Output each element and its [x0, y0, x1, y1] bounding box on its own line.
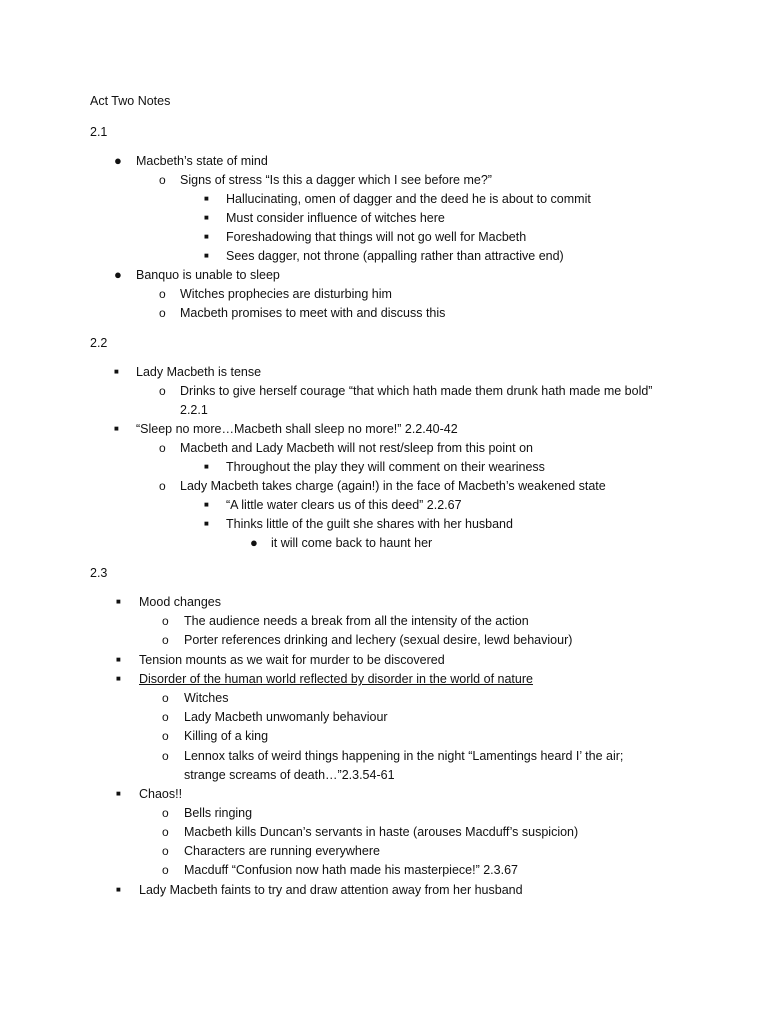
- list-item: Bells ringing: [184, 806, 253, 820]
- bullet-dot-icon: ●: [114, 267, 122, 282]
- bullet-square-icon: ■: [114, 367, 119, 376]
- bullet-square-icon: ■: [116, 789, 121, 798]
- list-item: Lady Macbeth faints to try and draw attention away from her husband: [139, 883, 523, 897]
- bullet-square-icon: ■: [116, 655, 121, 664]
- list-item: Killing of a king: [184, 729, 269, 743]
- bullet-circle-icon: o: [162, 825, 169, 839]
- list-item: Macduff “Confusion now hath made his masterpiece!” 2.3.67: [184, 863, 518, 877]
- page-title: Act Two Notes: [90, 94, 171, 108]
- bullet-circle-icon: o: [162, 710, 169, 724]
- bullet-circle-icon: o: [162, 691, 169, 705]
- bullet-circle-icon: o: [159, 441, 166, 455]
- list-item: Witches: [184, 691, 229, 705]
- list-item: The audience needs a break from all the intensity of the action: [184, 614, 529, 628]
- list-item: “Sleep no more…Macbeth shall sleep no more!” 2.2.40-42: [136, 422, 458, 436]
- bullet-dot-icon: ●: [114, 153, 122, 168]
- list-item: Hallucinating, omen of dagger and the deed he is about to commit: [226, 192, 591, 206]
- bullet-square-icon: ■: [204, 251, 209, 260]
- bullet-circle-icon: o: [162, 844, 169, 858]
- section-heading-2-2: 2.2: [90, 336, 108, 350]
- bullet-circle-icon: o: [159, 306, 166, 320]
- list-item: it will come back to haunt her: [271, 536, 433, 550]
- list-item: Lennox talks of weird things happening in the night “Lamentings heard I’ the air;: [184, 749, 624, 763]
- bullet-circle-icon: o: [162, 729, 169, 743]
- list-item: Chaos!!: [139, 787, 183, 801]
- bullet-circle-icon: o: [162, 749, 169, 763]
- bullet-circle-icon: o: [159, 384, 166, 398]
- bullet-circle-icon: o: [159, 479, 166, 493]
- list-item: Sees dagger, not throne (appalling rather than attractive end): [226, 249, 564, 263]
- bullet-square-icon: ■: [204, 500, 209, 509]
- list-item-continuation: strange screams of death…”2.3.54-61: [184, 768, 395, 782]
- list-item: Porter references drinking and lechery (sexual desire, lewd behaviour): [184, 633, 573, 647]
- list-item: Lady Macbeth is tense: [136, 365, 262, 379]
- list-item-continuation: 2.2.1: [180, 403, 208, 417]
- list-item: Foreshadowing that things will not go well for Macbeth: [226, 230, 527, 244]
- bullet-circle-icon: o: [159, 287, 166, 301]
- bullet-circle-icon: o: [162, 614, 169, 628]
- list-item: Tension mounts as we wait for murder to be discovered: [139, 653, 445, 667]
- bullet-square-icon: ■: [116, 597, 121, 606]
- list-item: Lady Macbeth takes charge (again!) in the face of Macbeth’s weakened state: [180, 479, 606, 493]
- bullet-dot-icon: ●: [250, 535, 258, 550]
- list-item: Macbeth promises to meet with and discuss this: [180, 306, 446, 320]
- list-item: Throughout the play they will comment on their weariness: [226, 460, 545, 474]
- list-item: Mood changes: [139, 595, 222, 609]
- list-item: Witches prophecies are disturbing him: [180, 287, 392, 301]
- list-item: Macbeth’s state of mind: [136, 154, 268, 168]
- bullet-square-icon: ■: [204, 462, 209, 471]
- bullet-square-icon: ■: [114, 424, 119, 433]
- list-item: Signs of stress “Is this a dagger which I see before me?”: [180, 173, 492, 187]
- list-item-underlined: Disorder of the human world reflected by disorder in the world of nature: [139, 672, 533, 686]
- bullet-square-icon: ■: [204, 519, 209, 528]
- section-heading-2-1: 2.1: [90, 125, 108, 139]
- list-item: Macbeth and Lady Macbeth will not rest/sleep from this point on: [180, 441, 533, 455]
- list-item: Must consider influence of witches here: [226, 211, 445, 225]
- list-item: Characters are running everywhere: [184, 844, 380, 858]
- list-item: Thinks little of the guilt she shares with her husband: [226, 517, 513, 531]
- bullet-square-icon: ■: [204, 194, 209, 203]
- bullet-square-icon: ■: [116, 674, 121, 683]
- section-heading-2-3: 2.3: [90, 566, 108, 580]
- bullet-square-icon: ■: [204, 232, 209, 241]
- list-item: Macbeth kills Duncan’s servants in haste (arouses Macduff’s suspicion): [184, 825, 579, 839]
- list-item: “A little water clears us of this deed” 2.2.67: [226, 498, 462, 512]
- bullet-circle-icon: o: [162, 863, 169, 877]
- list-item: Drinks to give herself courage “that which hath made them drunk hath made me bold”: [180, 384, 653, 398]
- list-item: Lady Macbeth unwomanly behaviour: [184, 710, 388, 724]
- list-item: Banquo is unable to sleep: [136, 268, 280, 282]
- bullet-square-icon: ■: [204, 213, 209, 222]
- bullet-square-icon: ■: [116, 885, 121, 894]
- bullet-circle-icon: o: [162, 806, 169, 820]
- bullet-circle-icon: o: [159, 173, 166, 187]
- bullet-circle-icon: o: [162, 633, 169, 647]
